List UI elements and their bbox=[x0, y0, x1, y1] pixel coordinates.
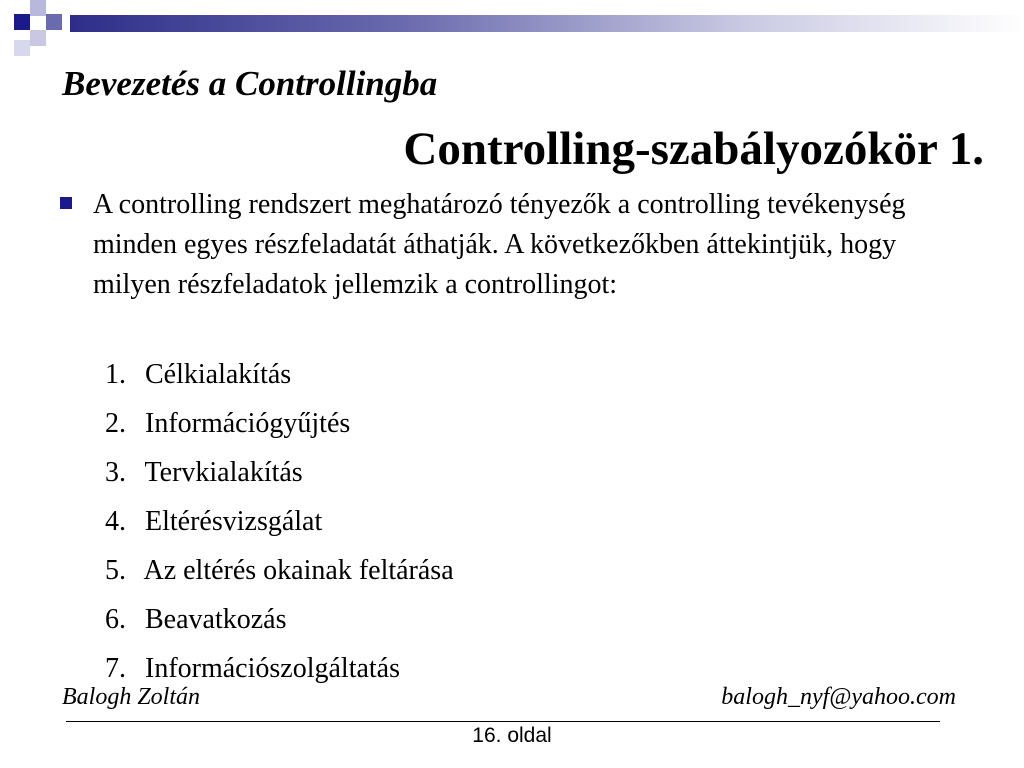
list-item-label: Információgyűjtés bbox=[145, 408, 351, 439]
list-item bbox=[105, 600, 454, 649]
decor-square bbox=[14, 40, 30, 56]
header-gradient-bar bbox=[70, 15, 1024, 32]
list-item-label: Beavatkozás bbox=[145, 604, 287, 635]
task-list bbox=[105, 355, 454, 698]
list-item-number: 7. bbox=[105, 653, 126, 684]
decor-square bbox=[30, 30, 46, 46]
list-item bbox=[105, 453, 454, 502]
list-item bbox=[105, 551, 454, 600]
list-item bbox=[105, 355, 454, 404]
list-item-label: Az eltérés okainak feltárása bbox=[143, 555, 454, 586]
list-item bbox=[105, 404, 454, 453]
list-item-number: 4. bbox=[105, 506, 126, 537]
slide-title: Controlling-szabályozókör 1. bbox=[403, 123, 984, 175]
list-item-number: 1. bbox=[105, 359, 126, 390]
footer-divider bbox=[66, 721, 940, 722]
decor-square bbox=[46, 14, 62, 30]
header-decoration bbox=[0, 0, 1024, 60]
list-item-label: Célkialakítás bbox=[145, 359, 292, 390]
list-item-label: Tervkialakítás bbox=[144, 457, 303, 488]
footer-author: Balogh Zoltán bbox=[62, 684, 201, 710]
list-item-label: Információszolgáltatás bbox=[145, 653, 401, 684]
list-item bbox=[105, 502, 454, 551]
footer-email: balogh_nyf@yahoo.com bbox=[721, 684, 956, 710]
intro-bullet bbox=[60, 185, 960, 305]
section-title: Bevezetés a Controllingba bbox=[62, 64, 438, 103]
list-item-number: 2. bbox=[105, 408, 126, 439]
list-item-number: 6. bbox=[105, 604, 126, 635]
list-item-number: 5. bbox=[105, 555, 126, 586]
decor-square bbox=[30, 0, 46, 16]
list-item-number: 3. bbox=[105, 457, 126, 488]
decor-square bbox=[14, 14, 30, 30]
intro-text: A controlling rendszert meghatározó tényezők a controlling tevékenység minden egyes részfeladatát áthatják. A következőkben áttekintjük, hogy milyen részfeladatok jellemzik a controllingot: bbox=[93, 189, 906, 300]
page-number: 16. oldal bbox=[472, 724, 552, 747]
list-item-label: Eltérésvizsgálat bbox=[145, 506, 323, 537]
square-bullet-icon bbox=[60, 197, 72, 209]
